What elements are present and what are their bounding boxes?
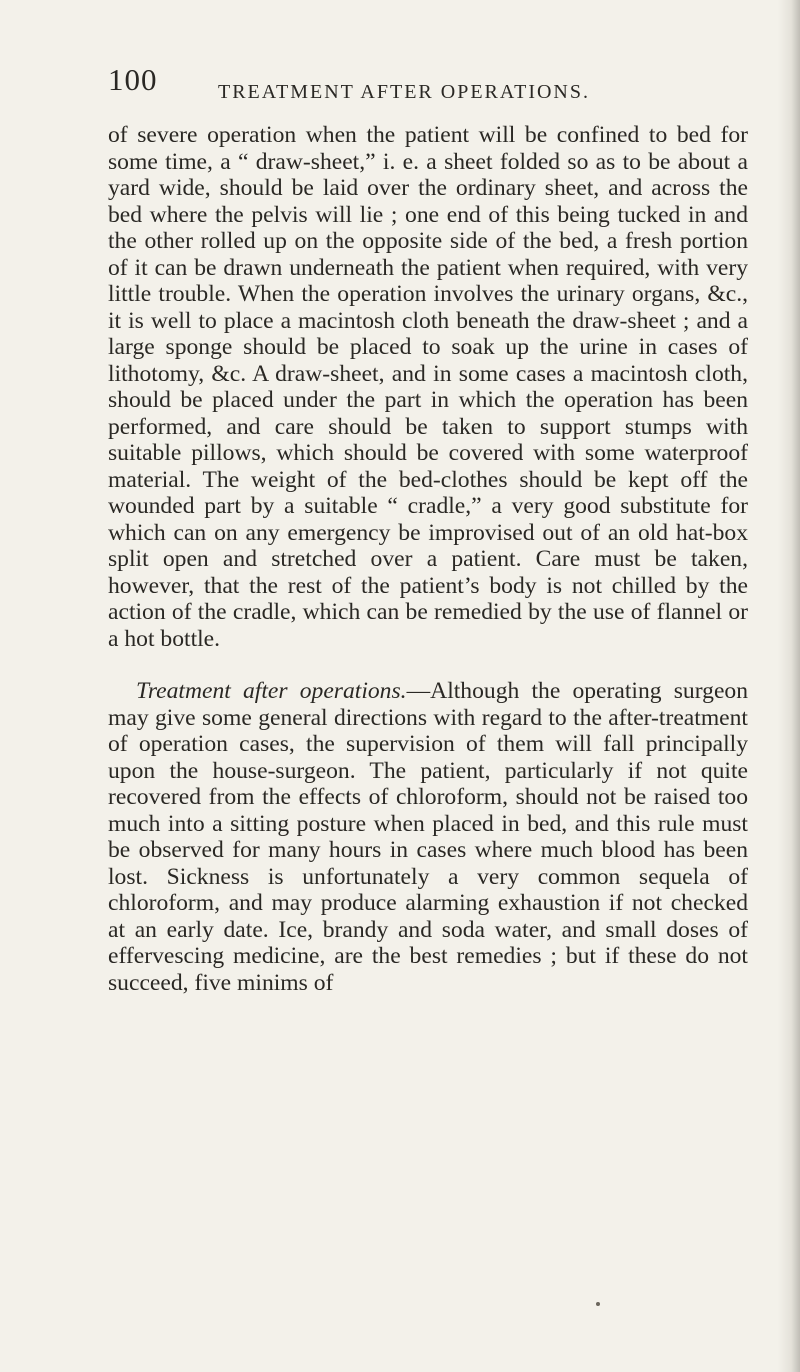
- paragraph-text: —Although the operating surgeon may give some general directions with regard to the after-treatment of operation cases, the supervision of them will fall principally upon the house-surgeon. The patient, particularly if not quite recovered from the effects of chloroform, should not be raised too much into a sitting posture when placed in bed, and this rule must be observed for many hours in cases where much blood has been lost. Sickness is unfortunately a very common sequela of chloroform, and may produce alarming exhaustion if not checked at an early date. Ice, brandy and soda water, and small doses of effervescing medicine, are the best remedies ; but if these do not succeed, five minims of: [108, 678, 749, 996]
- page-number: 100: [108, 62, 158, 97]
- paragraph-continued: [108, 122, 748, 652]
- page-header: [108, 62, 748, 112]
- ink-speck: [596, 1302, 600, 1306]
- body-text: [108, 122, 748, 996]
- running-head: TREATMENT AFTER OPERATIONS.: [218, 81, 590, 103]
- page-edge-shadow: [778, 0, 800, 1372]
- paragraph-text: of severe operation when the patient will be confined to bed for some time, a “ draw-sheet,” i. e. a sheet folded so as to be about a yard wide, should be laid over the ordinary sheet, and across the bed where the pelvis will lie ; one end of this being tucked in and the other rolled up on the opposite side of the bed, a fresh portion of it can be drawn underneath the patient when required, with very little trouble. When the operation involves the urinary organs, &c., it is well to place a macintosh cloth beneath the draw-sheet ; and a large sponge should be placed to soak up the urine in cases of lithotomy, &c. A draw-sheet, and in some cases a macintosh cloth, should be placed under the part in which the operation has been performed, and care should be taken to support stumps with suitable pillows, which should be covered with some waterproof material. The weight of the bed-clothes should be kept off the wounded part by a suitable “ cradle,” a very good substitute for which can on any emergency be improvised out of an old hat-box split open and stretched over a patient. Care must be taken, however, that the rest of the patient’s body is not chilled by the action of the cradle, which can be remedied by the use of flannel or a hot bottle.: [108, 122, 748, 652]
- paragraph-treatment-after-operations: [108, 678, 748, 996]
- paragraph-lead-in: Treatment after operations.: [136, 678, 407, 704]
